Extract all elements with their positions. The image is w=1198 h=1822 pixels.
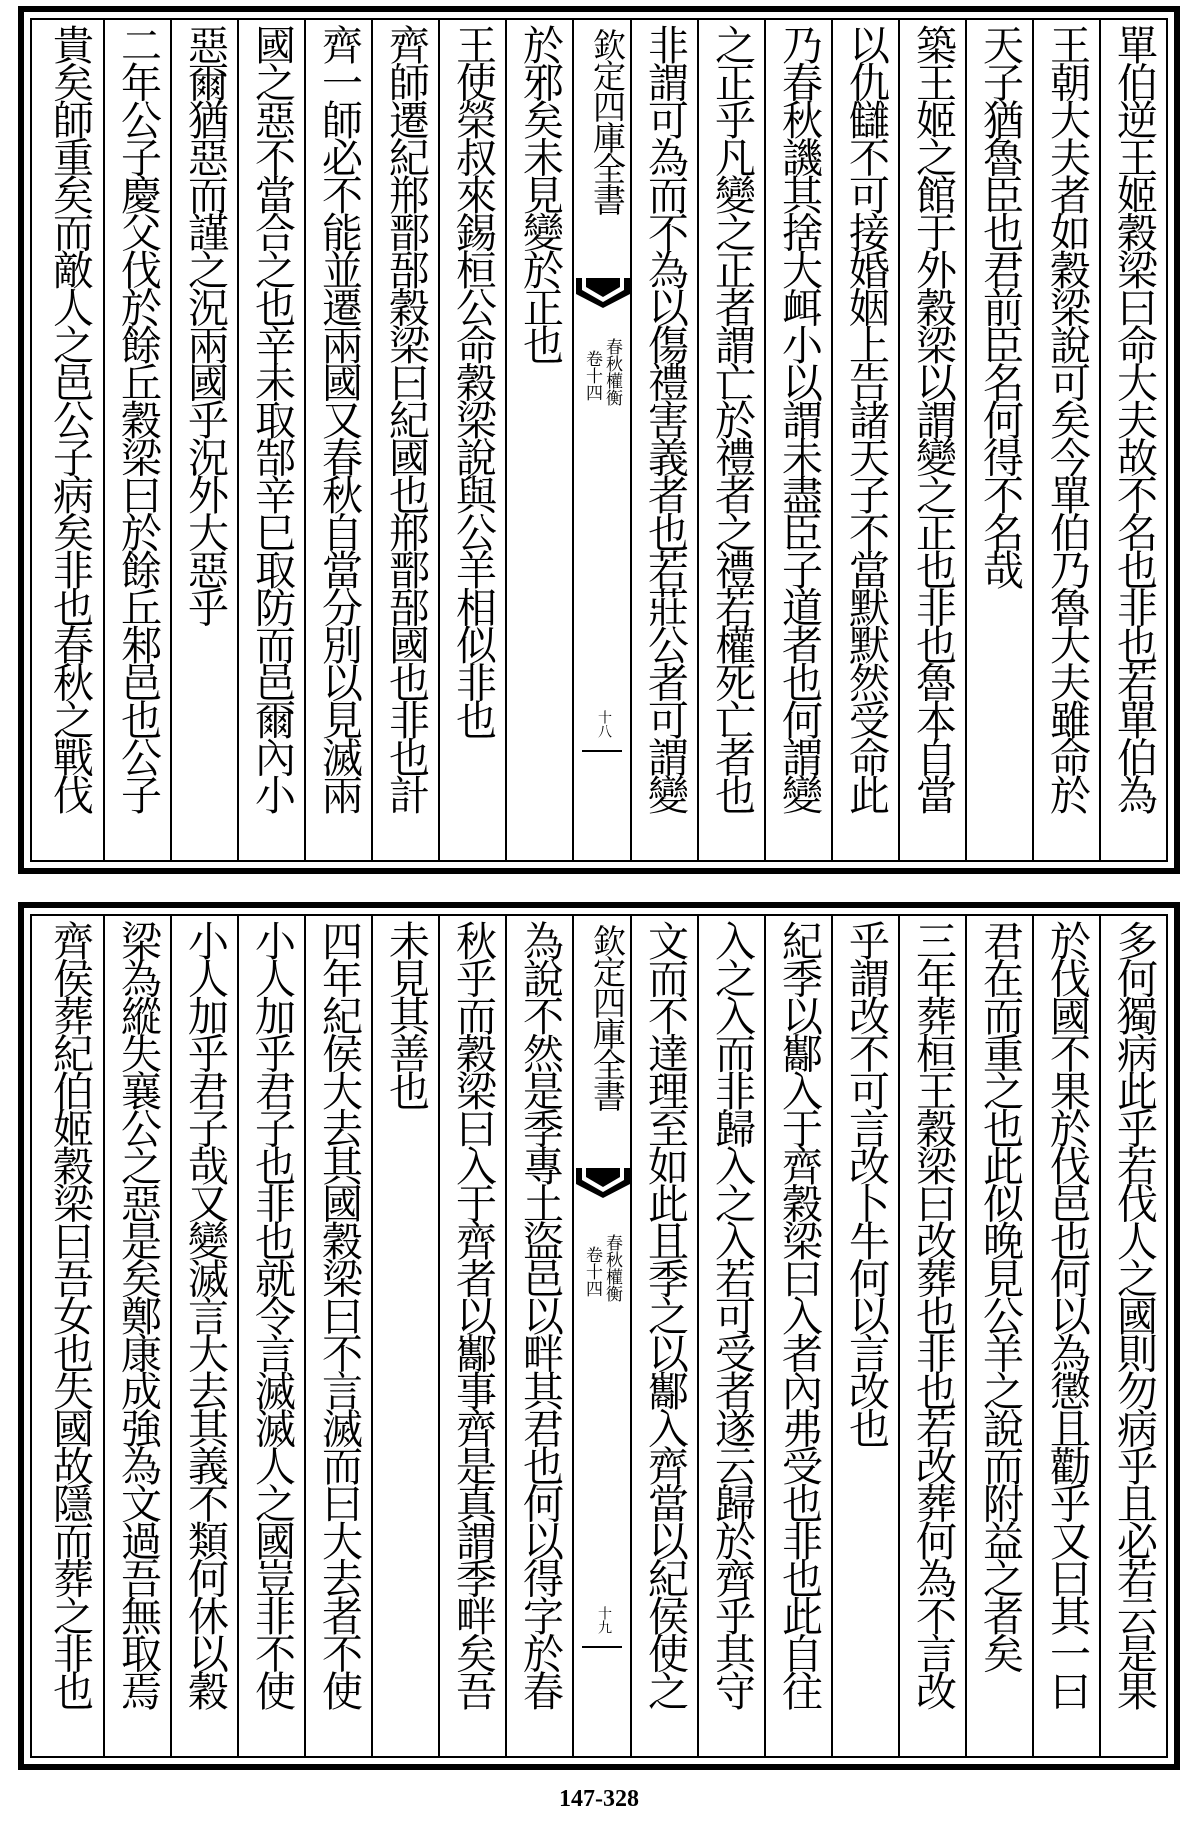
column-text: 之正乎凡變之正者謂亡於禮者之禮若權死亡者也 xyxy=(708,24,756,812)
column-text: 二年公子慶父伐於餘丘穀梁曰於餘丘邾邑也公子 xyxy=(114,24,162,812)
folio-number: 十八 xyxy=(596,710,612,738)
column-text: 單伯逆王姬穀梁曰命大夫故不名也非也若單伯為 xyxy=(1110,24,1158,812)
book-title: 春秋權衡 xyxy=(602,1234,622,1302)
column-text: 築王姬之館于外穀梁以謂變之正也非也魯本自當 xyxy=(909,24,957,812)
text-column xyxy=(630,20,697,860)
text-column xyxy=(697,20,764,860)
column-text: 四年紀侯大去其國穀梁曰不言滅而曰大去者不使 xyxy=(315,920,363,1708)
column-text: 惡爾猶惡而謹之況兩國乎況外大惡乎 xyxy=(181,24,229,624)
folio-rule xyxy=(582,1646,622,1648)
text-column xyxy=(237,916,304,1756)
folio-rule xyxy=(582,750,622,752)
collection-title: 欽定四庫全書 xyxy=(588,28,627,214)
text-column xyxy=(438,20,505,860)
folio-number: 十九 xyxy=(596,1606,612,1634)
center-fold xyxy=(572,20,630,860)
collection-title: 欽定四庫全書 xyxy=(588,924,627,1110)
column-text: 梁為縱失襄公之惡是矣鄭康成強為文過吾無取焉 xyxy=(114,920,162,1708)
column-text: 貴矣師重矣而敵人之邑公子病矣非也春秋之戰伐 xyxy=(46,24,94,812)
text-column xyxy=(371,916,438,1756)
column-text: 君在而重之也此似晚見公羊之說而附益之者矣 xyxy=(976,920,1024,1670)
text-column xyxy=(237,20,304,860)
text-column xyxy=(438,916,505,1756)
bottom-page xyxy=(18,902,1180,1770)
column-text: 以仇讎不可接婚姻上告諸天子不當默默然受命此 xyxy=(842,24,890,812)
column-text: 於邪矣未見變於正也 xyxy=(516,24,564,362)
column-text: 天子猶魯臣也君前臣名何得不名哉 xyxy=(976,24,1024,587)
column-text: 未見其善也 xyxy=(382,920,430,1108)
column-text: 齊一師必不能並遷兩國又春秋自當分別以見滅兩 xyxy=(315,24,363,812)
text-column xyxy=(103,916,170,1756)
top-page-frame xyxy=(30,18,1168,862)
column-text: 文而不達理至如此且季之以酅入齊當以紀侯使之 xyxy=(641,920,689,1708)
text-column xyxy=(630,916,697,1756)
text-column xyxy=(36,916,103,1756)
text-column xyxy=(898,20,965,860)
book-title: 春秋權衡 xyxy=(602,338,622,406)
column-text: 多何獨病此乎若伐人之國則勿病乎且必若云是果 xyxy=(1110,920,1158,1708)
text-column xyxy=(831,20,898,860)
column-text: 於伐國不果於伐邑也何以為懲且勸乎又曰其一曰 xyxy=(1043,920,1091,1708)
column-text: 小人加乎君子也非也就令言滅滅人之國豈非不使 xyxy=(248,920,296,1708)
text-column xyxy=(505,916,572,1756)
text-column xyxy=(898,916,965,1756)
bottom-page-frame xyxy=(30,914,1168,1758)
text-column xyxy=(505,20,572,860)
text-column xyxy=(371,20,438,860)
column-text: 紀季以酅入于齊穀梁曰入者內弗受也非也此自往 xyxy=(775,920,823,1708)
page-number: 147-328 xyxy=(559,1786,639,1812)
volume-number: 卷十四 xyxy=(582,1246,602,1297)
volume-number: 卷十四 xyxy=(582,350,602,401)
text-column xyxy=(304,916,371,1756)
fishtail-mark-icon xyxy=(576,1168,630,1198)
text-column xyxy=(170,916,237,1756)
column-text: 小人加乎君子哉又變滅言大去其義不類何休以穀 xyxy=(181,920,229,1708)
text-column xyxy=(965,20,1032,860)
text-column xyxy=(965,916,1032,1756)
text-column xyxy=(764,20,831,860)
text-column xyxy=(103,20,170,860)
column-text: 齊侯葬紀伯姬穀梁曰吾女也失國故隱而葬之非也 xyxy=(46,920,94,1708)
text-column xyxy=(831,916,898,1756)
column-text: 秋乎而穀梁曰入于齊者以酅事齊是真謂季畔矣吾 xyxy=(449,920,497,1708)
text-column xyxy=(1099,916,1166,1756)
text-column xyxy=(36,20,103,860)
fishtail-mark-icon xyxy=(576,278,630,308)
text-column xyxy=(764,916,831,1756)
top-page xyxy=(18,6,1180,874)
text-column xyxy=(1032,916,1099,1756)
center-fold xyxy=(572,916,630,1756)
column-text: 國之惡不當合之也辛未取郜辛巳取防而邑爾內小 xyxy=(248,24,296,812)
text-column xyxy=(304,20,371,860)
text-column xyxy=(1099,20,1166,860)
column-text: 王使榮叔來錫桓公命穀梁說與公羊相似非也 xyxy=(449,24,497,737)
text-column xyxy=(697,916,764,1756)
column-text: 非謂可為而不為以傷禮害義者也若莊公者可謂變 xyxy=(641,24,689,812)
column-text: 王朝大夫者如穀梁說可矣今單伯乃魯大夫雖命於 xyxy=(1043,24,1091,812)
column-text: 三年葬桓王穀梁曰改葬也非也若改葬何為不言改 xyxy=(909,920,957,1708)
column-text: 乎謂改不可言改卜牛何以言改也 xyxy=(842,920,890,1445)
text-column xyxy=(170,20,237,860)
column-text: 為說不然是季專土盜邑以畔其君也何以得字於春 xyxy=(516,920,564,1708)
text-column xyxy=(1032,20,1099,860)
column-text: 齊師遷紀郱鄑郚穀梁曰紀國也郱鄑郚國也非也計 xyxy=(382,24,430,812)
column-text: 入之入而非歸入之入若可受者遂云歸於齊乎其守 xyxy=(708,920,756,1708)
column-text: 乃春秋譏其捨大衈小以謂未盡臣子道者也何謂變 xyxy=(775,24,823,812)
